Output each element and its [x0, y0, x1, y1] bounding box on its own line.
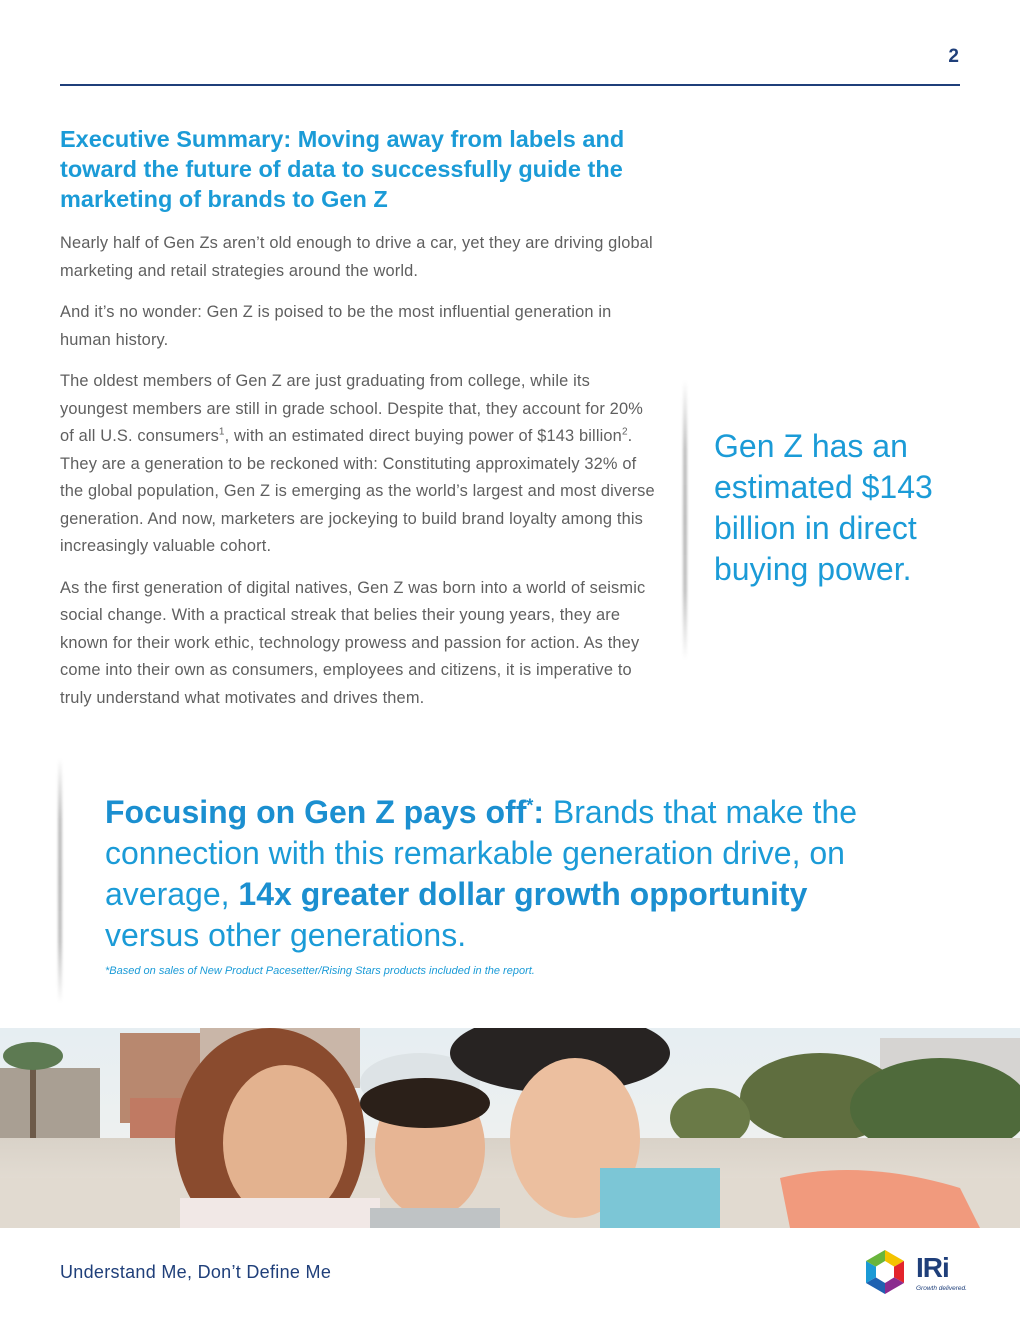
footnote-ref-1: 1: [218, 426, 225, 438]
logo-wordmark: IRi: [916, 1252, 949, 1283]
logo-tagline: Growth delivered.: [916, 1285, 967, 1292]
callout-text-2: versus other generations.: [105, 917, 467, 953]
pull-quote-text: Gen Z has an estimated $143 billion in direct buying power.: [714, 428, 933, 587]
paragraph-3-part-c: . They are a generation to be reckoned with: Constituting approximately 32% of the global population, Gen Z is emerging as the world’s largest and most diverse generation. And now, marketers are jockeying to build brand loyalty among this increasingly valuable cohort.: [60, 427, 655, 555]
main-column: [60, 124, 660, 726]
page-number: 2: [948, 46, 959, 67]
callout-footnote: *Based on sales of New Product Pacesetter/Rising Stars products included in the report.: [105, 965, 535, 977]
paragraph-3-part-a: The oldest members of Gen Z are just graduating from college, while its youngest members are still in grade school. Despite that, they account for 20% of all U.S. consumers: [60, 372, 643, 445]
paragraph-4: As the first generation of digital natives, Gen Z was born into a world of seismic social change. With a practical streak that belies their young years, they are known for their work ethic, technology prowess and passion for action. As they come into their own as consumers, employees and citizens, it is imperative to truly understand what motivates and drives them.: [60, 578, 646, 707]
photo-illustration: [0, 1028, 1020, 1228]
iri-logo: [862, 1246, 972, 1298]
callout-box: [58, 758, 958, 1003]
pull-quote-shadow-bar: [683, 380, 687, 660]
callout-highlight: 14x greater dollar growth opportunity: [238, 876, 808, 912]
callout-lead-colon: :: [533, 794, 545, 830]
callout-text-1: Brands that make the connection with this remarkable generation drive, on average,: [105, 794, 858, 912]
pull-quote: [683, 380, 983, 660]
paragraph-3-part-b: , with an estimated direct buying power of $143 billion: [224, 427, 622, 445]
paragraph-3: [60, 368, 660, 561]
paragraph-1: Nearly half of Gen Zs aren’t old enough to drive a car, yet they are driving global marketing and retail strategies around the world.: [60, 234, 653, 280]
callout-lead: Focusing on Gen Z pays off: [105, 794, 527, 830]
iri-hexagon-logo-icon: [862, 1248, 908, 1294]
callout-shadow-bar: [58, 758, 62, 1003]
section-title: Executive Summary: Moving away from labels and toward the future of data to successfully guide the marketing of brands to Gen Z: [60, 126, 625, 212]
three-young-women-selfie-photo: [0, 1028, 1020, 1228]
callout-body: [105, 792, 905, 956]
footer-title: Understand Me, Don’t Define Me: [60, 1262, 332, 1282]
footnote-ref-2: 2: [621, 426, 628, 438]
header-rule: [60, 84, 960, 86]
paragraph-2: And it’s no wonder: Gen Z is poised to be the most influential generation in human history.: [60, 303, 612, 349]
callout-lead-asterisk: *: [526, 795, 534, 816]
